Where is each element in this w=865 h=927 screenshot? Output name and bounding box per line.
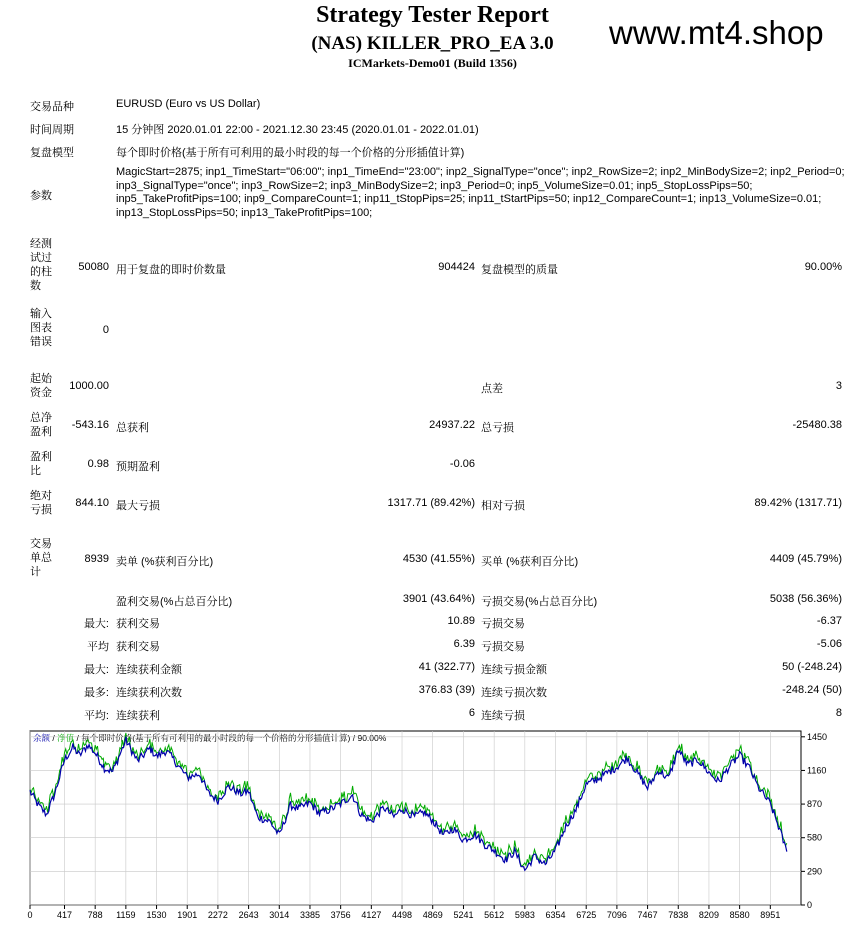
x-tick-label: 3385 [299,910,320,920]
errors-value: 0 [102,324,109,336]
legend-balance: 余额 [33,733,51,743]
pf-value: 0.98 [87,458,109,470]
x-tick-label: 8951 [760,910,781,920]
max-win-value: 10.89 [447,615,475,627]
max-win-label: 获利交易 [116,618,160,630]
spread-label: 点差 [481,383,503,395]
trades-value: 8939 [84,553,109,565]
x-tick-label: 2643 [238,910,259,920]
y-tick-label: 1160 [807,765,827,776]
y-tick-label: 290 [807,866,823,877]
payoff-label: 预期盈利 [116,461,160,473]
x-tick-label: 7096 [606,910,627,920]
loss-trades-label: 亏损交易(%占总百分比) [481,596,598,608]
x-axis [27,905,780,920]
most-prefix: 最多: [83,687,109,699]
rel-dd-value: 89.42% (1317.71) [754,497,842,509]
x-tick-label: 1159 [116,910,136,920]
y-tick-label: 0 [807,900,813,910]
y-axis [801,732,827,910]
win-trades-value: 3901 (43.64%) [402,593,475,605]
avg-prefix: 平均 [87,641,109,653]
period-value: 15 分钟图 2020.01.01 22:00 - 2021.12.30 23:45 (2020.01.01 - 2022.01.01) [116,124,479,136]
pf-label: 盈利比 [30,451,52,477]
max-loss-value: -6.37 [816,615,842,627]
bars-value: 50080 [78,261,109,273]
y-tick-label: 1450 [807,731,828,742]
y-tick-label: 580 [807,832,823,843]
net-value: -543.16 [71,419,109,431]
loss-trades-value: 5038 (56.36%) [769,593,842,605]
symbol-label: 交易品种 [30,101,74,113]
avg-cons-loss-label: 连续亏损 [481,710,525,722]
x-tick-label: 0 [27,910,33,920]
y-tick-label: 870 [807,799,823,810]
avg-cons-loss-value: 8 [835,707,842,719]
avg-win-label: 获利交易 [116,641,160,653]
short-label: 卖单 (%获利百分比) [116,556,214,568]
cons-win-amt-value: 41 (322.77) [418,661,475,673]
balance-chart-svg [27,731,862,924]
x-tick-label: 8209 [698,910,719,920]
cons-win-cnt-value: 376.83 (39) [418,684,475,696]
max-loss-label: 亏损交易 [481,618,525,630]
cons-win-cnt-label: 连续获利次数 [116,687,182,699]
max2-prefix: 最大: [83,664,109,676]
avg2-prefix: 平均: [83,710,109,722]
cons-loss-amt-value: 50 (-248.24) [782,661,842,673]
x-tick-label: 4498 [392,910,413,920]
legend-sep1: / [50,733,58,743]
params-label: 参数 [30,190,52,202]
ticks-value: 904424 [438,261,475,273]
legend-equity: 净值 [57,733,75,743]
trades-label: 交易单总计 [30,538,52,578]
bars-label: 经测试过的柱数 [30,238,52,292]
report-title: Strategy Tester Report [316,2,549,28]
gross-loss-value: -25480.38 [792,419,842,431]
x-tick-label: 7467 [637,910,658,920]
x-tick-label: 2272 [207,910,228,920]
avg-loss-value: -5.06 [816,638,842,650]
payoff-value: -0.06 [449,458,475,470]
abs-dd-label: 绝对亏损 [30,490,52,516]
x-tick-label: 5983 [514,910,535,920]
avg-loss-label: 亏损交易 [481,641,525,653]
x-tick-label: 5241 [453,910,474,920]
gross-profit-value: 24937.22 [429,419,475,431]
balance-chart [27,731,862,924]
net-label: 总净盈利 [30,412,52,438]
cons-win-amt-label: 连续获利金额 [116,664,182,676]
gross-profit-label: 总获利 [116,422,149,434]
x-tick-label: 3014 [269,910,290,920]
max-dd-value: 1317.71 (89.42%) [387,497,475,509]
x-tick-label: 417 [56,910,73,920]
x-tick-label: 1530 [146,910,167,920]
x-tick-label: 5612 [484,910,505,920]
watermark-text: www.mt4.shop [609,14,824,51]
gross-loss-label: 总亏损 [481,422,514,434]
errors-label: 输入图表错误 [30,308,52,348]
cons-loss-cnt-value: -248.24 (50) [782,684,842,696]
legend-sep2: / [74,733,82,743]
model-label: 复盘模型 [30,147,74,159]
deposit-value: 1000.00 [69,380,109,392]
x-tick-label: 4869 [422,910,443,920]
short-value: 4530 (41.55%) [402,553,475,565]
max-dd-label: 最大亏损 [116,500,160,512]
x-tick-label: 6725 [576,910,597,920]
x-tick-label: 8580 [729,910,750,920]
x-tick-label: 7838 [668,910,689,920]
abs-dd-value: 844.10 [75,497,109,509]
symbol-value: EURUSD (Euro vs US Dollar) [116,98,261,110]
x-tick-label: 6354 [545,910,566,920]
deposit-label: 起始资金 [30,373,52,399]
x-tick-label: 4127 [361,910,382,920]
cons-loss-amt-label: 连续亏损金额 [481,664,547,676]
rel-dd-label: 相对亏损 [481,500,525,512]
win-trades-label: 盈利交易(%占总百分比) [116,596,233,608]
quality-value: 90.00% [804,261,842,273]
max-prefix: 最大: [83,618,109,630]
avg-win-value: 6.39 [453,638,475,650]
server-build: ICMarkets-Demo01 (Build 1356) [348,56,517,70]
params-value: MagicStart=2875; inp1_TimeStart="06:00"; inp1_TimeEnd="23:00"; inp2_SignalType="once"; inp2_RowSize=2; inp2_MinBodySize=2; inp2_Period=0; inp3_SignalType="once"; inp3_RowSize=2; inp3_MinBodySize=2; inp3_Period=0; inp5_VolumeSize=0.01; inp5_StopLossPips=50; inp5_TakeProfitPips=100; inp9_CompareCount=1; inp11_tStopPips=25; inp11_tStartPips=50; inp12_CompareCount=1; inp13_VolumeSize=0.01; inp13_StopLossPips=50; inp13_TakeProfitPips=100; [116,166,845,219]
quality-label: 复盘模型的质量 [481,264,558,276]
ea-name: (NAS) KILLER_PRO_EA 3.0 [311,33,554,54]
x-tick-label: 788 [87,910,103,920]
avg-cons-win-label: 连续获利 [116,710,160,722]
period-label: 时间周期 [30,124,74,136]
x-tick-label: 3756 [330,910,351,920]
legend-rest: 每个即时价格(基于所有可利用的最小时段的每一个价格的分形插值计算) / 90.00% [81,733,387,743]
cons-loss-cnt-label: 连续亏损次数 [481,687,547,699]
model-value: 每个即时价格(基于所有可利用的最小时段的每一个价格的分形插值计算) [116,147,465,159]
avg-cons-win-value: 6 [468,707,475,719]
x-tick-label: 1901 [177,910,198,920]
long-label: 买单 (%获利百分比) [481,556,579,568]
ticks-label: 用于复盘的即时价数量 [116,264,226,276]
long-value: 4409 (45.79%) [769,553,842,565]
spread-value: 3 [835,380,842,392]
